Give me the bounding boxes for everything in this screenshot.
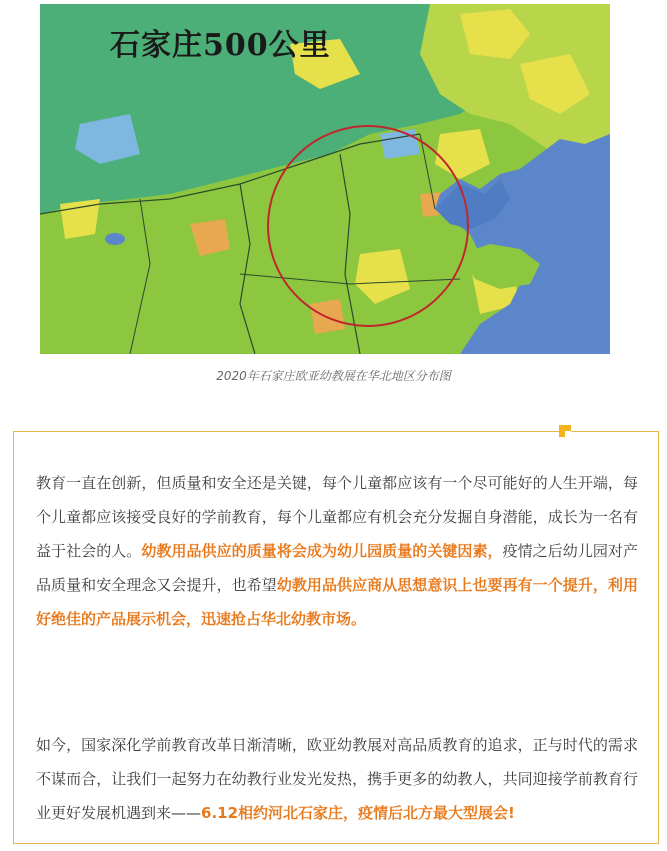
paragraph-2: [36, 728, 638, 830]
map-caption: 2020年石家庄欧亚幼教展在华北地区分布图: [216, 369, 451, 383]
paragraph-1-highlight-1: 幼教用品供应的质量将会成为幼儿园质量的关键因素，: [141, 542, 503, 560]
corner-decoration: [559, 425, 571, 437]
map-image: [40, 4, 610, 354]
lake-region: [380, 129, 420, 159]
paragraph-1: [36, 466, 638, 636]
lake: [105, 233, 125, 245]
paragraph-1-text-a: 教育一直在创新，但质量和安全还是关键，每个儿童都应该有一个尽可能好的人生开端，每个儿童都应该接受良好的学前教育，每个儿童都应有机会充分发掘自身潜能，成长为一名有益于社会的人。: [36, 474, 638, 560]
paragraph-2-text-a: 如今，国家深化学前教育改革日渐清晰，欧亚幼教展对高品质教育的追求，正与时代的需求不谋而合，让我们一起努力在幼教行业发光发热，携手更多的幼教人，共同迎接学前教育行业更好发展机遇到来——: [36, 736, 638, 822]
paragraph-1-highlight-2: 幼教用品供应商从思想意识上也要再有一个提升，利用好绝佳的产品展示机会，迅速抢占华北幼教市场。: [36, 576, 638, 628]
paragraph-2-highlight: 6.12相约河北石家庄，疫情后北方最大型展会!: [201, 804, 515, 822]
map-title: 石家庄500公里: [110, 28, 331, 63]
paragraph-1-text-b: 疫情之后幼儿园对产品质量和安全理念又会提升，也希望: [36, 542, 638, 594]
